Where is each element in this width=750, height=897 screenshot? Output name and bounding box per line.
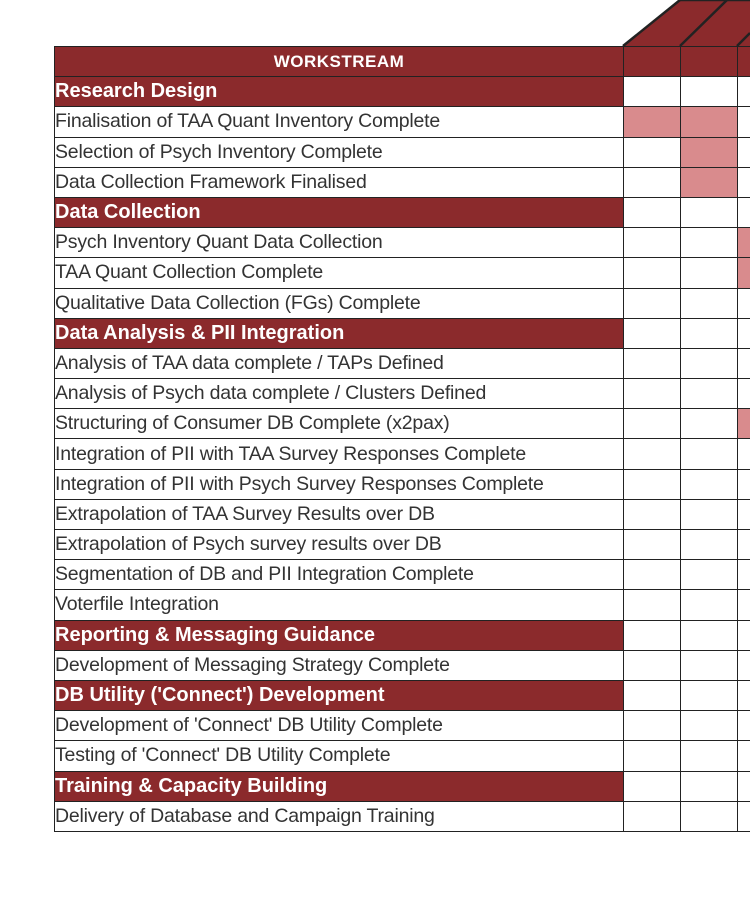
timeline-cell <box>738 620 750 650</box>
timeline-cell <box>681 711 738 741</box>
task-row <box>55 741 750 771</box>
timeline-cell-active <box>738 228 750 258</box>
task-row <box>55 409 750 439</box>
timeline-cell <box>624 197 681 227</box>
timeline-cell <box>624 439 681 469</box>
timeline-cell <box>738 439 750 469</box>
task-label: Development of Messaging Strategy Complete <box>55 650 624 680</box>
timeline-cell <box>738 741 750 771</box>
timeline-cell <box>738 530 750 560</box>
timeline-cell <box>738 499 750 529</box>
task-label: Extrapolation of TAA Survey Results over DB <box>55 499 624 529</box>
task-label: Integration of PII with Psych Survey Responses Complete <box>55 469 624 499</box>
timeline-cell <box>738 560 750 590</box>
timeline-cell <box>681 771 738 801</box>
timeline-cell <box>738 469 750 499</box>
timeline-cell <box>624 379 681 409</box>
timeline-cell <box>624 741 681 771</box>
timeline-cell <box>738 801 750 831</box>
timeline-cell <box>681 680 738 710</box>
header-slant-decoration <box>0 0 750 50</box>
timeline-cell <box>738 680 750 710</box>
timeline-cell <box>681 228 738 258</box>
task-row <box>55 379 750 409</box>
timeline-cell <box>624 228 681 258</box>
section-title: DB Utility ('Connect') Development <box>55 680 624 710</box>
timeline-cell-active <box>738 409 750 439</box>
timeline-cell <box>738 650 750 680</box>
task-row <box>55 530 750 560</box>
workstream-gantt-table <box>54 46 750 832</box>
timeline-cell <box>738 167 750 197</box>
timeline-cell-active <box>624 107 681 137</box>
timeline-cell-active <box>681 107 738 137</box>
timeline-cell <box>681 560 738 590</box>
section-title: Training & Capacity Building <box>55 771 624 801</box>
task-label: Psych Inventory Quant Data Collection <box>55 228 624 258</box>
section-title: Data Analysis & PII Integration <box>55 318 624 348</box>
task-row <box>55 711 750 741</box>
section-row <box>55 318 750 348</box>
timeline-cell <box>738 197 750 227</box>
timeline-cell <box>624 318 681 348</box>
timeline-cell <box>681 409 738 439</box>
timeline-cell <box>738 379 750 409</box>
task-row <box>55 469 750 499</box>
timeline-cell <box>624 530 681 560</box>
timeline-cell-active <box>738 258 750 288</box>
timeline-cell <box>681 530 738 560</box>
week-header-cell <box>681 47 738 77</box>
timeline-cell <box>681 801 738 831</box>
workstream-header: WORKSTREAM <box>55 47 624 77</box>
timeline-cell <box>681 741 738 771</box>
task-label: Voterfile Integration <box>55 590 624 620</box>
task-row <box>55 560 750 590</box>
task-row <box>55 258 750 288</box>
timeline-cell <box>681 469 738 499</box>
task-row <box>55 439 750 469</box>
week-header-cell <box>738 47 750 77</box>
section-title: Data Collection <box>55 197 624 227</box>
timeline-cell <box>738 771 750 801</box>
task-label: Development of 'Connect' DB Utility Complete <box>55 711 624 741</box>
task-label: TAA Quant Collection Complete <box>55 258 624 288</box>
task-row <box>55 348 750 378</box>
timeline-cell <box>624 469 681 499</box>
task-row <box>55 137 750 167</box>
timeline-cell <box>681 258 738 288</box>
timeline-cell <box>681 318 738 348</box>
section-title: Reporting & Messaging Guidance <box>55 620 624 650</box>
task-label: Analysis of Psych data complete / Clusters Defined <box>55 379 624 409</box>
timeline-cell <box>624 711 681 741</box>
timeline-cell <box>681 197 738 227</box>
task-label: Data Collection Framework Finalised <box>55 167 624 197</box>
timeline-cell <box>738 137 750 167</box>
header-row <box>55 47 750 77</box>
timeline-cell <box>624 620 681 650</box>
timeline-cell <box>681 650 738 680</box>
task-row <box>55 650 750 680</box>
timeline-cell <box>624 801 681 831</box>
task-label: Finalisation of TAA Quant Inventory Complete <box>55 107 624 137</box>
timeline-cell <box>681 288 738 318</box>
task-label: Delivery of Database and Campaign Training <box>55 801 624 831</box>
task-label: Analysis of TAA data complete / TAPs Defined <box>55 348 624 378</box>
task-label: Selection of Psych Inventory Complete <box>55 137 624 167</box>
timeline-cell <box>624 650 681 680</box>
task-label: Testing of 'Connect' DB Utility Complete <box>55 741 624 771</box>
timeline-cell <box>624 771 681 801</box>
timeline-cell <box>624 137 681 167</box>
task-row <box>55 499 750 529</box>
timeline-cell <box>624 680 681 710</box>
task-row <box>55 228 750 258</box>
timeline-cell <box>681 439 738 469</box>
timeline-cell <box>681 590 738 620</box>
task-row <box>55 590 750 620</box>
timeline-cell <box>624 499 681 529</box>
timeline-cell <box>738 711 750 741</box>
timeline-cell <box>738 348 750 378</box>
section-row <box>55 77 750 107</box>
timeline-cell <box>681 379 738 409</box>
timeline-cell <box>738 107 750 137</box>
timeline-cell <box>624 288 681 318</box>
timeline-cell <box>738 288 750 318</box>
timeline-cell <box>738 590 750 620</box>
section-row <box>55 197 750 227</box>
timeline-cell <box>624 167 681 197</box>
task-label: Qualitative Data Collection (FGs) Complete <box>55 288 624 318</box>
timeline-cell <box>681 620 738 650</box>
timeline-cell <box>681 77 738 107</box>
timeline-cell <box>624 590 681 620</box>
timeline-cell <box>738 318 750 348</box>
task-label: Segmentation of DB and PII Integration Complete <box>55 560 624 590</box>
timeline-cell <box>681 499 738 529</box>
task-row <box>55 288 750 318</box>
timeline-cell-active <box>681 167 738 197</box>
section-row <box>55 680 750 710</box>
gantt-body <box>55 77 750 832</box>
section-row <box>55 620 750 650</box>
task-label: Integration of PII with TAA Survey Responses Complete <box>55 439 624 469</box>
timeline-cell <box>738 77 750 107</box>
timeline-cell <box>624 258 681 288</box>
section-title: Research Design <box>55 77 624 107</box>
timeline-cell <box>624 77 681 107</box>
task-row <box>55 167 750 197</box>
week-header-cell <box>624 47 681 77</box>
timeline-cell <box>624 348 681 378</box>
timeline-cell <box>624 560 681 590</box>
task-label: Extrapolation of Psych survey results over DB <box>55 530 624 560</box>
task-row <box>55 801 750 831</box>
timeline-cell <box>681 348 738 378</box>
task-row <box>55 107 750 137</box>
timeline-cell-active <box>681 137 738 167</box>
task-label: Structuring of Consumer DB Complete (x2pax) <box>55 409 624 439</box>
timeline-cell <box>624 409 681 439</box>
section-row <box>55 771 750 801</box>
